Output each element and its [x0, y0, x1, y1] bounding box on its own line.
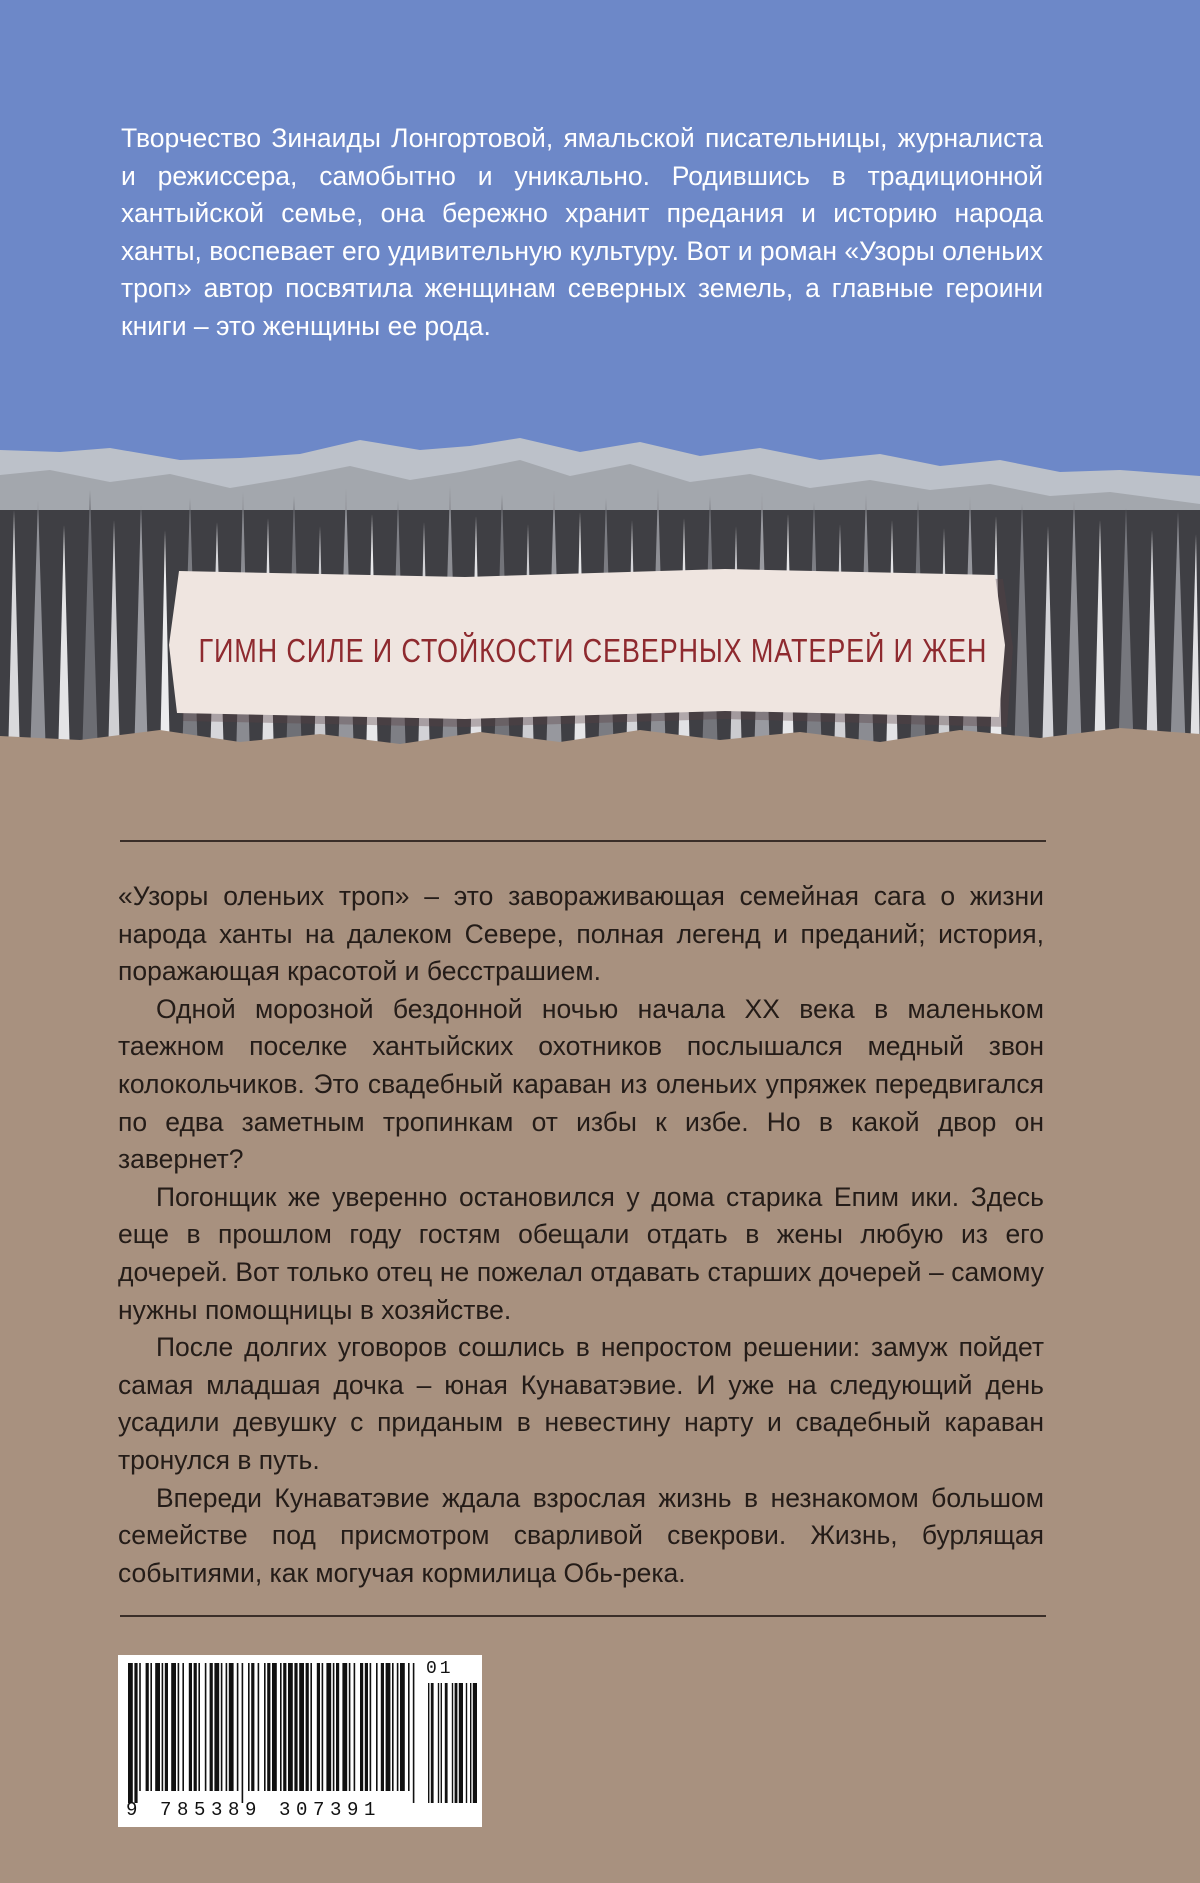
- barcode-bar: [288, 1663, 293, 1791]
- barcode-bar: [413, 1663, 415, 1803]
- barcode-bar: [306, 1663, 309, 1791]
- barcode-bar: [251, 1663, 254, 1791]
- barcode-addon-bar: [473, 1683, 477, 1803]
- barcode-bar: [258, 1663, 260, 1791]
- barcode-bar: [349, 1663, 351, 1791]
- barcode-bar: [178, 1663, 180, 1791]
- barcode-bar: [408, 1663, 410, 1791]
- synopsis-paragraph: «Узоры оленьих троп» – это завораживающая семейная сага о жизни народа ханты на далеком Севере, полная легенд и преданий; история, поражающая красотой и бесстрашием.: [118, 881, 1044, 987]
- barcode-bar: [264, 1663, 266, 1791]
- banner-title: ГИМН СИЛЕ И СТОЙКОСТИ СЕВЕРНЫХ МАТЕРЕЙ И ЖЕН: [198, 631, 988, 669]
- barcode-addon-bar: [438, 1683, 439, 1803]
- synopsis: [118, 878, 1044, 1592]
- barcode-bar: [360, 1663, 363, 1791]
- barcode-bar: [226, 1663, 228, 1791]
- barcode-bar: [214, 1663, 219, 1791]
- barcode-bar: [210, 1663, 213, 1791]
- barcode-bar: [150, 1663, 152, 1791]
- barcode-bar: [310, 1663, 312, 1791]
- barcode-bar: [283, 1663, 286, 1791]
- barcode-bar: [171, 1663, 176, 1791]
- barcode-bar: [189, 1663, 192, 1791]
- barcode-bar: [182, 1663, 184, 1791]
- barcode-bar: [139, 1663, 141, 1791]
- barcode-addon-bar: [441, 1683, 442, 1803]
- banner: [178, 579, 1008, 722]
- barcode-bar: [237, 1663, 239, 1791]
- barcode-bar: [400, 1663, 405, 1791]
- barcode-bar: [336, 1663, 339, 1791]
- synopsis-paragraph: Погонщик же уверенно остановился у дома старика Епим ики. Здесь еще в прошлом году гостям обещали отдать в жены любую из его дочерей. Вот только отец не пожелал отдавать старших дочерей – самому нужны помощницы в хозяйстве.: [118, 1181, 1044, 1325]
- barcode-bar: [294, 1663, 297, 1791]
- barcode-bar: [165, 1663, 168, 1791]
- barcode-bar: [354, 1663, 356, 1791]
- barcode-bar: [322, 1663, 324, 1791]
- barcode-bar: [229, 1663, 234, 1791]
- barcode-addon-bar: [466, 1683, 467, 1803]
- divider-bottom: [120, 1615, 1046, 1617]
- author-intro-text: Творчество Зинаиды Лонгортовой, ямальской писательницы, журналиста и режиссера, самобытно и уникально. Родившись в традиционной хантыйской семье, она бережно хранит предания и историю народа ханты, воспевает его удивительную культуру. Вот и роман «Узоры оленьих троп» автор посвятила женщинам северных земель, а главные героини книги – это женщины ее рода.: [121, 123, 1044, 341]
- ground-wave: [0, 728, 1200, 810]
- barcode-bar: [392, 1663, 394, 1791]
- synopsis-paragraph: Одной морозной бездонной ночью начала XX века в маленьком таежном поселке хантыйских охотников послышался медный звон колокольчиков. Это свадебный караван из оленьих упряжек передвигался по едва заметным тропинкам от избы к избе. Но в какой двор он завернет?: [118, 993, 1044, 1175]
- barcode-addon-bar: [470, 1683, 471, 1803]
- barcode-bar: [194, 1663, 197, 1791]
- barcode-bar: [134, 1663, 137, 1803]
- barcode-bar: [386, 1663, 391, 1791]
- barcode-bar: [155, 1663, 160, 1791]
- barcode-bar: [146, 1663, 149, 1791]
- barcode-addon-bar: [445, 1683, 448, 1803]
- barcode-addon-bar: [452, 1683, 453, 1803]
- barcode-bar: [205, 1663, 207, 1791]
- barcode-bar: [198, 1663, 200, 1791]
- barcode-addon-bar: [455, 1683, 458, 1803]
- barcode-bar: [381, 1663, 384, 1791]
- divider-top: [120, 840, 1046, 842]
- barcode-bar: [326, 1663, 331, 1791]
- barcode-bar: [333, 1663, 335, 1791]
- barcode-bar: [376, 1663, 378, 1791]
- barcode-bar: [342, 1663, 347, 1791]
- barcode-bar: [128, 1663, 133, 1803]
- barcode-bar: [272, 1663, 277, 1791]
- barcode: [118, 1655, 482, 1827]
- synopsis-paragraph: Впереди Кунаватэвие ждала взрослая жизнь в незнакомом большом семействе под присмотром сварливой свекрови. Жизнь, бурлящая событиями, как могучая кормилица Обь-река.: [118, 1482, 1044, 1588]
- barcode-bar: [317, 1663, 320, 1791]
- barcode-bar: [299, 1663, 304, 1791]
- barcode-addon: 01: [426, 1659, 454, 1679]
- barcode-addon-bar: [459, 1683, 463, 1803]
- barcode-bar: [162, 1663, 164, 1791]
- barcode-addon-bar: [428, 1683, 429, 1803]
- barcode-bar: [370, 1663, 372, 1791]
- synopsis-paragraph: После долгих уговоров сошлись в непростом решении: замуж пойдет самая младшая дочка – юная Кунаватэвие. И уже на следующий день усадили девушку с приданым в невестину нарту и свадебный караван тронулся в путь.: [118, 1332, 1044, 1475]
- barcode-bar: [248, 1663, 250, 1791]
- barcode-bar: [242, 1663, 244, 1803]
- isbn-number: 9 785389 307391: [126, 1799, 382, 1821]
- barcode-bar: [280, 1663, 282, 1791]
- barcode-bar: [365, 1663, 368, 1791]
- barcode-bar: [221, 1663, 223, 1791]
- barcode-addon-bar: [431, 1683, 434, 1803]
- barcode-bar: [397, 1663, 399, 1791]
- barcode-bar: [267, 1663, 270, 1791]
